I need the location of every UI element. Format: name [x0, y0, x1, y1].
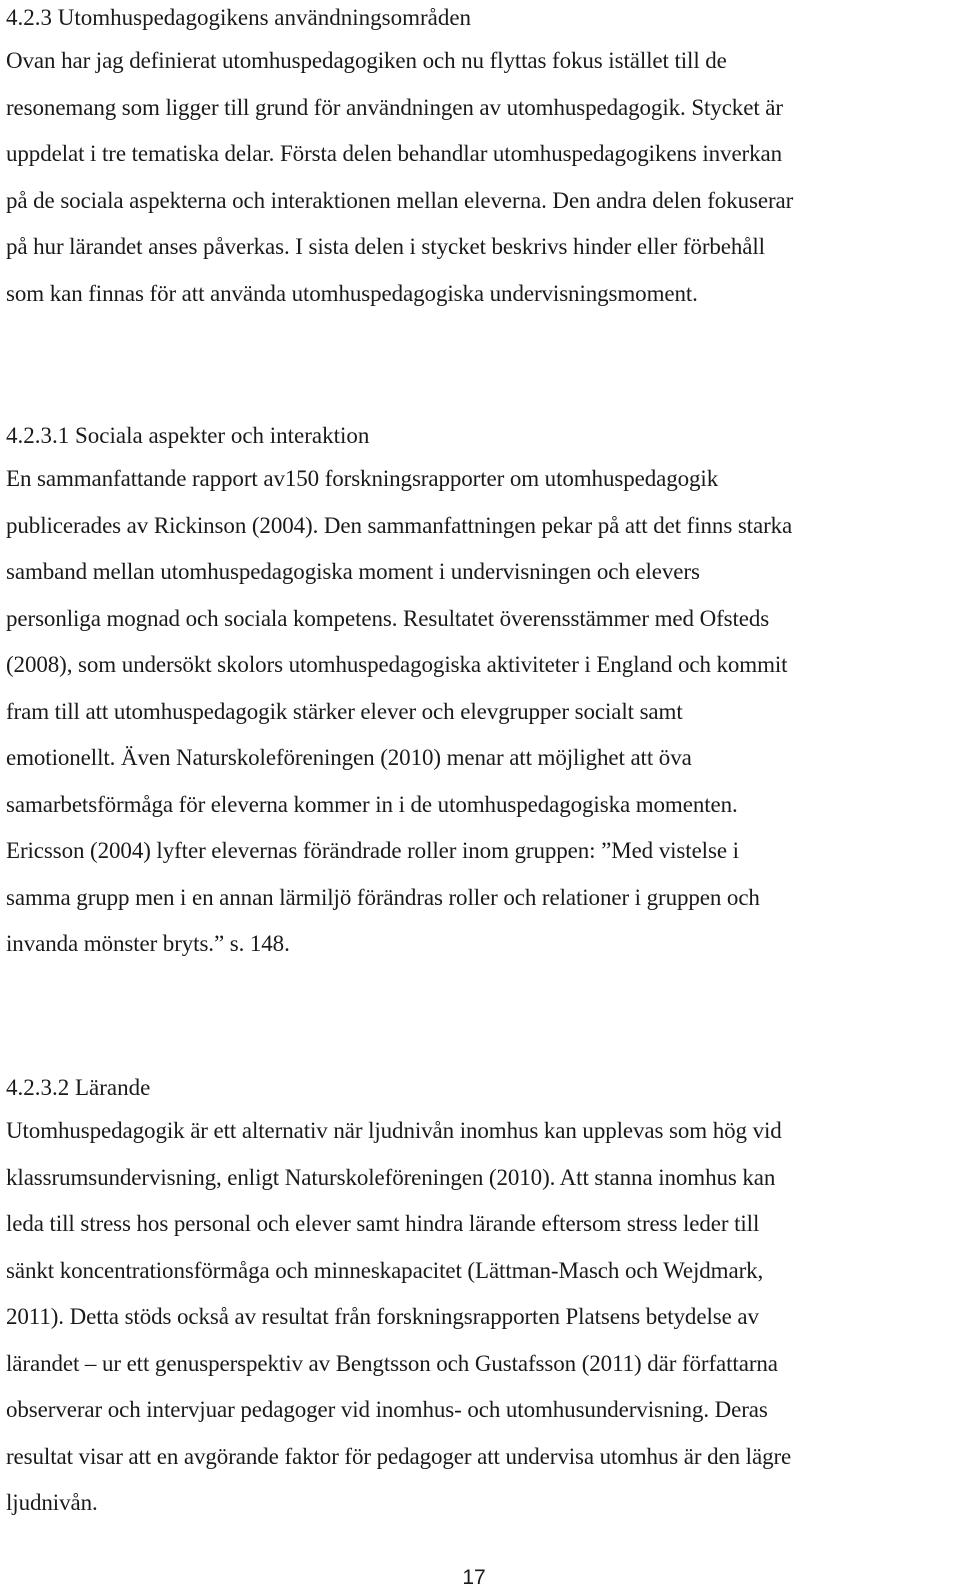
text-line: som kan finnas för att använda utomhuspedagogiska undervisningsmoment. — [6, 280, 698, 306]
text-line: ljudnivån. — [6, 1490, 98, 1515]
text-line: på de sociala aspekterna och interaktionen mellan eleverna. Den andra delen fokuserar — [6, 187, 794, 213]
text-line: samma grupp men i en annan lärmiljö förändras roller och relationer i gruppen och — [6, 884, 760, 910]
text-line: sänkt koncentrationsförmåga och minneskapacitet (Lättman-Masch och Wejdmark, — [6, 1257, 764, 1283]
text-line: publicerades av Rickinson (2004). Den sammanfattningen pekar på att det finns starka — [6, 512, 793, 538]
text-line: Ovan har jag definierat utomhuspedagogiken och nu flyttas fokus istället till de — [6, 48, 727, 73]
text-line: invanda mönster bryts.” s. 148. — [6, 931, 290, 956]
text-line: fram till att utomhuspedagogik stärker elever och elevgrupper socialt samt — [6, 698, 683, 724]
paragraph — [6, 1108, 791, 1527]
text-line: personliga mognad och sociala kompetens. Resultatet överensstämmer med Ofsteds — [6, 605, 770, 631]
text-line: resultat visar att en avgörande faktor för pedagoger att undervisa utomhus är den lägre — [6, 1443, 792, 1469]
text-line: samband mellan utomhuspedagogiska moment i undervisningen och elevers — [6, 559, 700, 584]
section-heading: 4.2.3.2 Lärande — [6, 1075, 151, 1100]
text-line: leda till stress hos personal och elever samt hindra lärande eftersom stress leder till — [6, 1211, 760, 1236]
paragraph — [6, 456, 792, 968]
section-anvandningsomraden — [6, 0, 793, 317]
text-line: Ericsson (2004) lyfter elevernas förändrade roller inom gruppen: ”Med vistelse i — [6, 838, 739, 863]
section-heading: 4.2.3 Utomhuspedagogikens användningsområden — [6, 5, 472, 30]
section-sociala-aspekter — [6, 420, 792, 968]
text-line: uppdelat i tre tematiska delar. Första delen behandlar utomhuspedagogikens inverkan — [6, 141, 783, 166]
text-line: samarbetsförmåga för eleverna kommer in i de utomhuspedagogiska momenten. — [6, 791, 738, 817]
page-number: 17 — [462, 1566, 486, 1589]
text-line: observerar och intervjuar pedagoger vid inomhus- och utomhusundervisning. Deras — [6, 1397, 768, 1422]
text-line: på hur lärandet anses påverkas. I sista delen i stycket beskrivs hinder eller förbehåll — [6, 234, 765, 259]
text-line: lärandet – ur ett genusperspektiv av Bengtsson och Gustafsson (2011) där författarna — [6, 1350, 778, 1376]
section-larande — [6, 1072, 791, 1527]
paragraph — [6, 38, 793, 317]
section-heading: 4.2.3.1 Sociala aspekter och interaktion — [6, 423, 370, 448]
text-line: Utomhuspedagogik är ett alternativ när ljudnivån inomhus kan upplevas som hög vid — [6, 1118, 782, 1143]
text-line: resonemang som ligger till grund för användningen av utomhuspedagogik. Stycket är — [6, 94, 783, 120]
text-line: 2011). Detta stöds också av resultat från forskningsrapporten Platsens betydelse av — [6, 1304, 759, 1329]
text-line: emotionellt. Även Naturskoleföreningen (2010) menar att möjlighet att öva — [6, 745, 692, 770]
text-line: klassrumsundervisning, enligt Naturskoleföreningen (2010). Att stanna inomhus kan — [6, 1164, 776, 1190]
text-line: En sammanfattande rapport av150 forskningsrapporter om utomhuspedagogik — [6, 466, 719, 491]
text-line: (2008), som undersökt skolors utomhuspedagogiska aktiviteter i England och kommit — [6, 652, 788, 677]
